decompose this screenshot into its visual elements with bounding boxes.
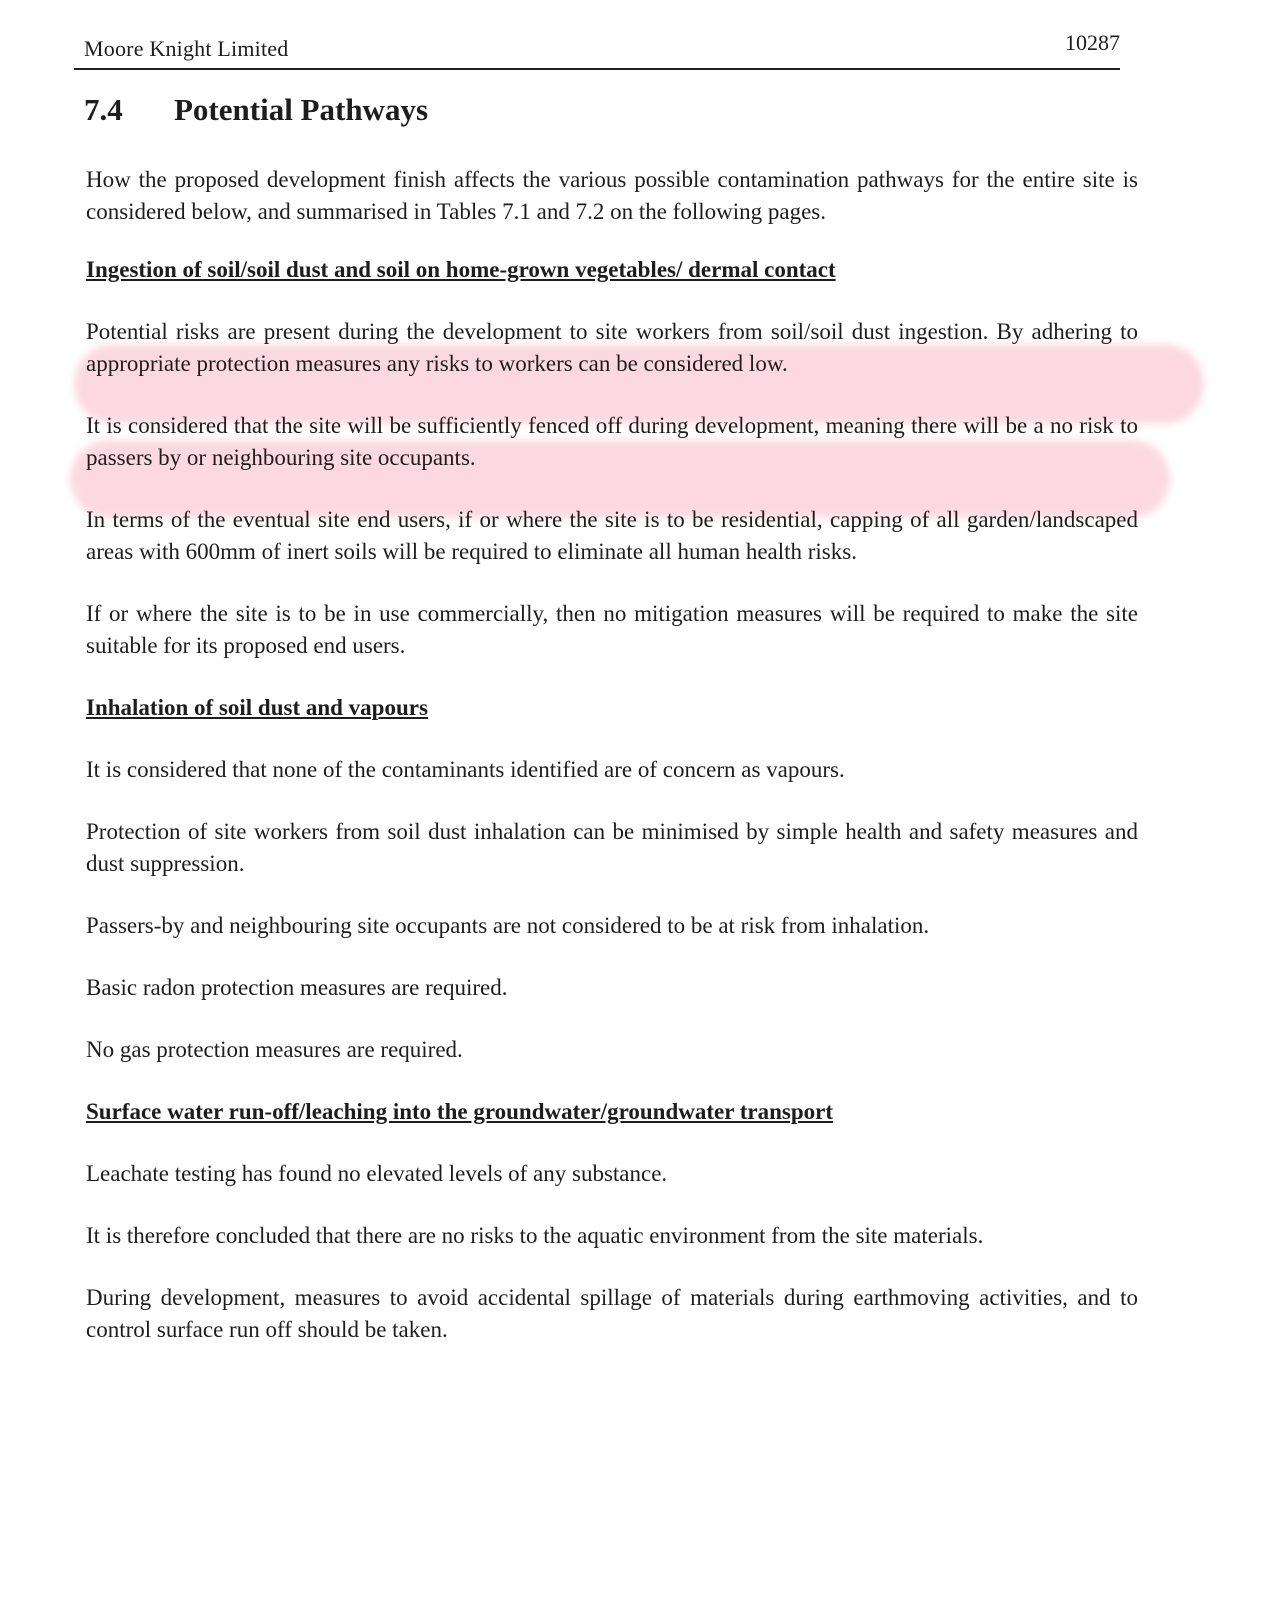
surface-water-heading: Surface water run-off/leaching into the groundwater/groundwater transport	[86, 1099, 834, 1124]
inhalation-paragraph-1: It is considered that none of the contaminants identified are of concern as vapours.	[86, 757, 845, 782]
ingestion-heading: Ingestion of soil/soil dust and soil on home-grown vegetables/ dermal contact	[86, 257, 836, 282]
document-body	[86, 160, 1138, 1346]
page-header	[84, 30, 1120, 64]
header-rule	[74, 68, 1120, 70]
inhalation-heading: Inhalation of soil dust and vapours	[86, 695, 428, 720]
inhalation-paragraph-4: Basic radon protection measures are required.	[86, 975, 508, 1000]
section-title: Potential Pathways	[174, 92, 429, 127]
company-name: Moore Knight Limited	[84, 36, 289, 61]
section-heading	[84, 92, 428, 128]
ingestion-paragraph-2: It is considered that the site will be sufficiently fenced off during development, meaning there will be a no risk to passers by or neighbouring site occupants.	[86, 413, 1138, 470]
intro-paragraph: How the proposed development finish affects the various possible contamination pathways for the entire site is considered below, and summarised in Tables 7.1 and 7.2 on the following pages.	[86, 167, 1138, 224]
section-number: 7.4	[84, 92, 123, 127]
surface-water-paragraph-2: It is therefore concluded that there are no risks to the aquatic environment from the site materials.	[86, 1223, 984, 1248]
ingestion-paragraph-3: In terms of the eventual site end users, if or where the site is to be residential, capping of all garden/landscaped areas with 600mm of inert soils will be required to eliminate all human health risks.	[86, 507, 1138, 564]
ingestion-paragraph-1: Potential risks are present during the development to site workers from soil/soil dust ingestion. By adhering to appropriate protection measures any risks to workers can be considered low.	[86, 319, 1138, 376]
ingestion-paragraph-4: If or where the site is to be in use commercially, then no mitigation measures will be required to make the site suitable for its proposed end users.	[86, 601, 1138, 658]
surface-water-paragraph-1: Leachate testing has found no elevated levels of any substance.	[86, 1161, 668, 1186]
inhalation-paragraph-2: Protection of site workers from soil dust inhalation can be minimised by simple health and safety measures and dust suppression.	[86, 819, 1138, 876]
inhalation-paragraph-3: Passers-by and neighbouring site occupants are not considered to be at risk from inhalation.	[86, 913, 930, 938]
surface-water-paragraph-3: During development, measures to avoid accidental spillage of materials during earthmoving activities, and to control surface run off should be taken.	[86, 1285, 1138, 1342]
inhalation-paragraph-5: No gas protection measures are required.	[86, 1037, 463, 1062]
document-reference: 10287	[1065, 30, 1120, 55]
